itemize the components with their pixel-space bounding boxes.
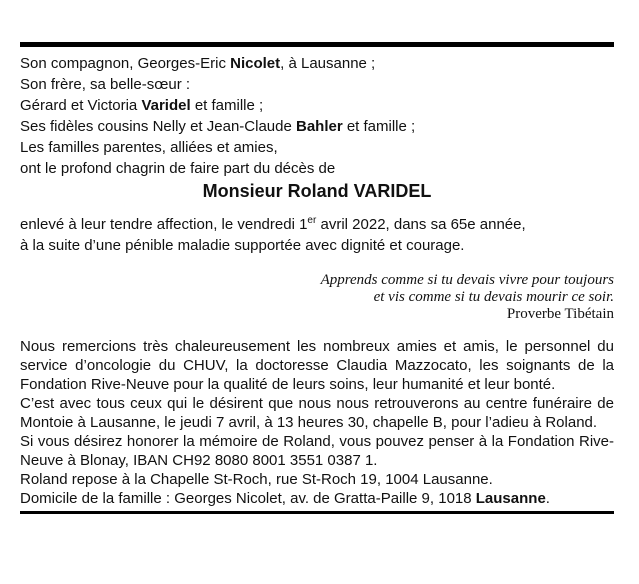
family-intro-line: Ses fidèles cousins Nelly et Jean-Claude Bahler et famille ; [20,118,416,135]
family-intro-line: ont le profond chagrin de faire part du décès de [20,160,336,177]
quote-line: et vis comme si tu devais mourir ce soir. [373,289,614,305]
quote-line: Apprends comme si tu devais vivre pour toujours [320,272,614,288]
memorial-quote [20,272,614,323]
family-intro-line: Son frère, sa belle-sœur : [20,76,191,93]
announcement-paragraph: Roland repose à la Chapelle St-Roch, rue St-Roch 19, 1004 Lausanne. [20,471,493,488]
announcement-paragraphs [20,337,614,508]
family-intro-lines [20,53,614,179]
family-intro-line: Gérard et Victoria Varidel et famille ; [20,97,264,114]
family-intro-line: Les familles parentes, alliées et amies, [20,139,278,156]
announcement-paragraph: Domicile de la famille : Georges Nicolet, av. de Gratta-Paille 9, 1018 Lausanne. [20,490,550,507]
deceased-name-title: Monsieur Roland VARIDEL [202,181,432,201]
announcement-paragraph: C’est avec tous ceux qui le désirent que nous nous retrouverons au centre funéraire de Montoie à Lausanne, le jeudi 7 avril, à 13 heures 30, chapelle B, pour l’adieu à Roland. [20,395,614,431]
notice-content [20,42,614,514]
quote-attribution: Proverbe Tibétain [506,306,614,322]
death-circumstances-line: enlevé à leur tendre affection, le vendredi 1er avril 2022, dans sa 65e année, [20,215,526,233]
death-circumstances-line: à la suite d’une pénible maladie supportée avec dignité et courage. [20,237,465,254]
death-circumstances [20,214,614,256]
quote-lines [20,272,614,306]
announcement-paragraph: Nous remercions très chaleureusement les nombreux amies et amis, le personnel du service d’oncologie du CHUV, la doctoresse Claudia Mazzocato, les soignants de la Fondation Rive-Neuve pour la qualité de leurs soins, leur humanité et leur bonté. [20,338,614,393]
top-rule [20,42,614,47]
family-intro-line: Son compagnon, Georges-Eric Nicolet, à Lausanne ; [20,55,376,72]
bottom-rule [20,511,614,514]
announcement-paragraph: Si vous désirez honorer la mémoire de Roland, vous pouvez penser à la Fondation Rive-Neuve à Blonay, IBAN CH92 8080 8001 3551 0387 1. [20,433,614,469]
